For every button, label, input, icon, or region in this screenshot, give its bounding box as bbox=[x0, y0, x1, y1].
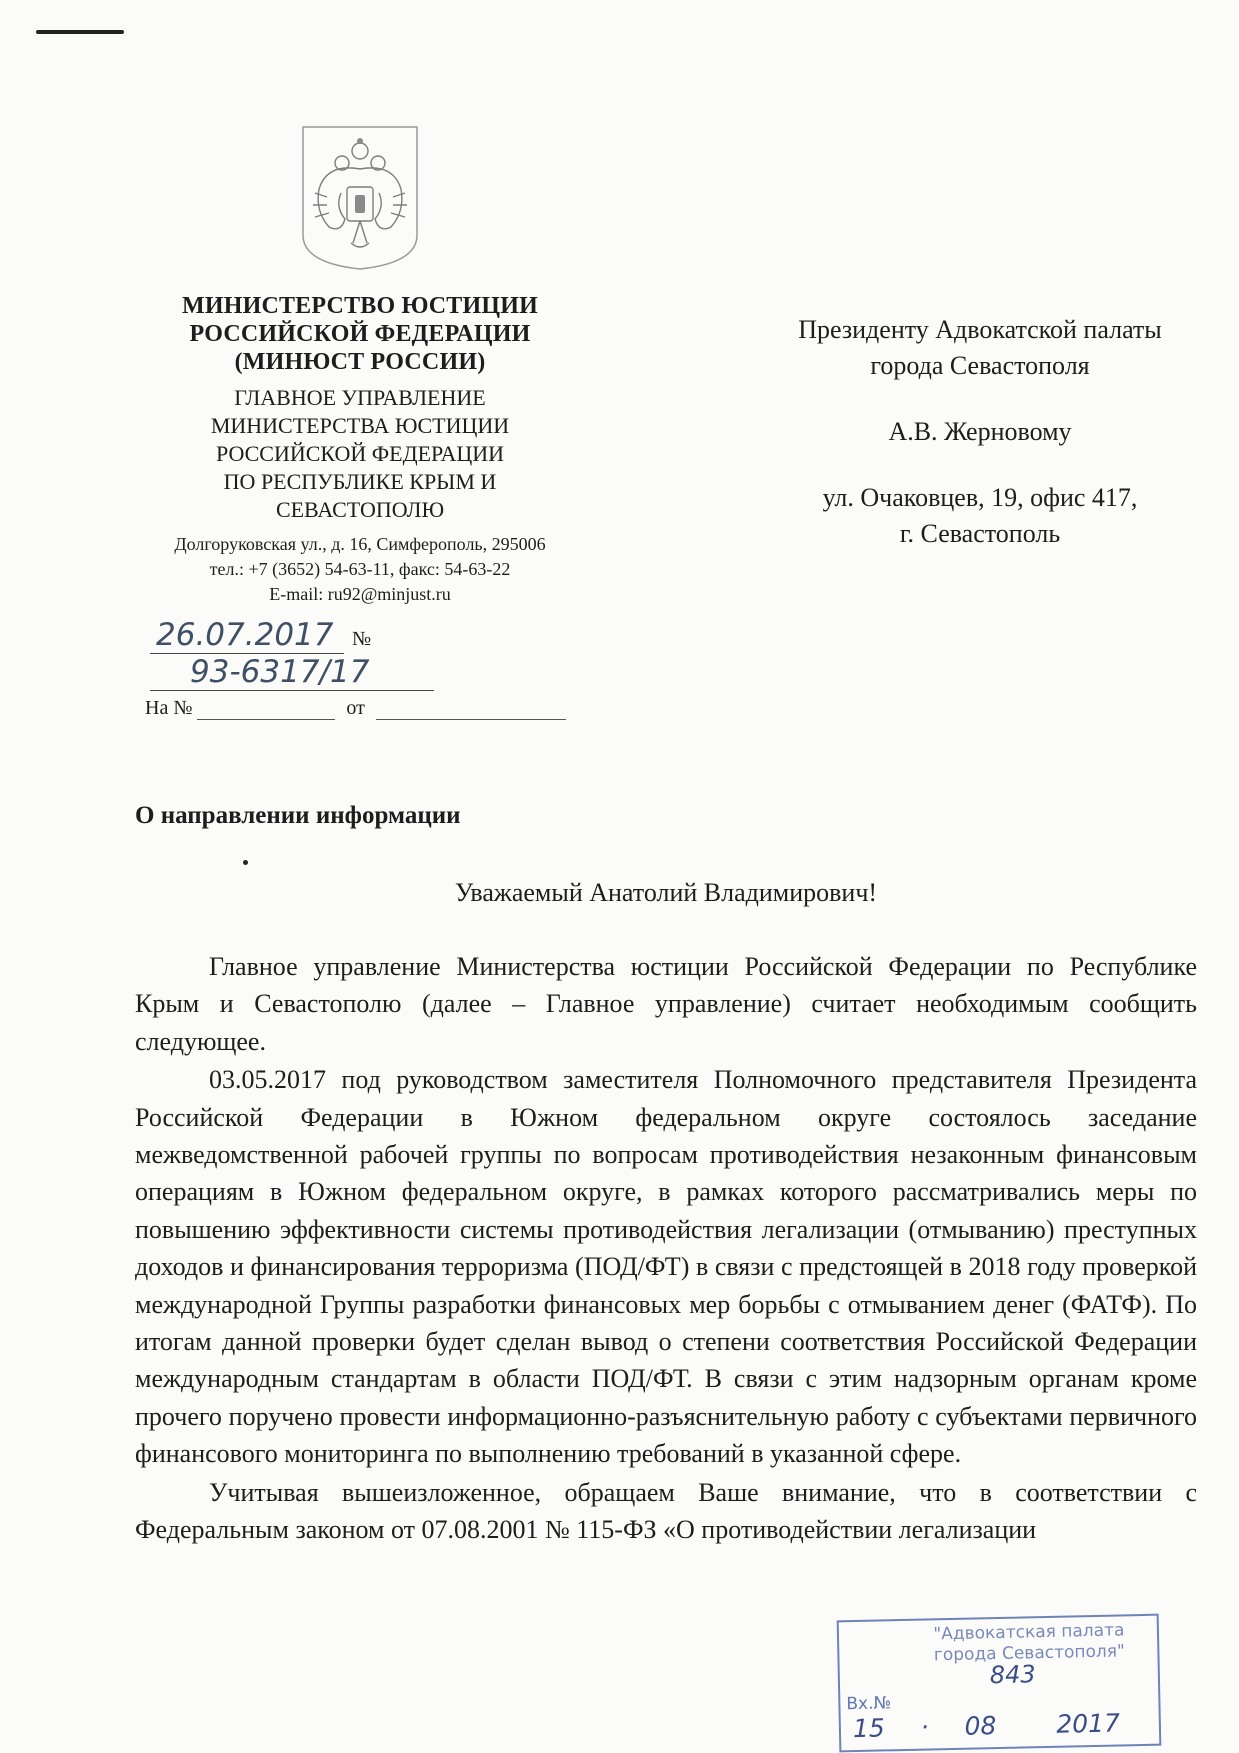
addressee-street: ул. Очаковцев, 19, офис 417, bbox=[822, 483, 1138, 512]
body-paragraph: Главное управление Министерства юстиции Российской Федерации по Республике Крым и Севастополю (далее – Главное управление) считает необходимым сообщить следующее. bbox=[135, 952, 1197, 1056]
reply-reference bbox=[145, 697, 566, 720]
outgoing-reference bbox=[150, 617, 650, 690]
ministry-name bbox=[115, 292, 605, 376]
outgoing-date: 26.07.2017 bbox=[150, 617, 344, 654]
department-line: МИНИСТЕРСТВА ЮСТИЦИИ bbox=[210, 413, 510, 438]
stray-dot bbox=[243, 860, 248, 865]
addressee-organization: города Севастополя bbox=[870, 351, 1090, 380]
stamp-in-label: Вх.№ bbox=[846, 1693, 892, 1715]
stamp-date: 15 · 08 2017 bbox=[852, 1708, 1121, 1744]
letter-subject: О направлении информации bbox=[135, 802, 461, 829]
department-line: СЕВАСТОПОЛЮ bbox=[275, 497, 445, 522]
department-line: РОССИЙСКОЙ ФЕДЕРАЦИИ bbox=[215, 441, 505, 466]
organization-block bbox=[115, 292, 605, 607]
postal-address: Долгоруковская ул., д. 16, Симферополь, 295006 bbox=[174, 534, 546, 554]
corner-mark bbox=[36, 30, 124, 34]
body-paragraph: 03.05.2017 под руководством заместителя Полномочного представителя Президента Российской Федерации в Южном федеральном округе состоялось заседание межведомственной рабочей группы по вопросам противодействия незаконным финансовым операциям в Южном федеральном округе, в рамках которого рассматривались меры по повышению эффективности системы противодействия легализации (отмыванию) преступных доходов и финансирования терроризма (ПОД/ФТ) в связи с предстоящей в 2018 году проверкой международной Группы разработки финансовых мер борьбы с отмыванием денег (ФАТФ). По итогам данной проверки будет сделан вывод о степени соответствия Российской Федерации международным стандартам в области ПОД/ФТ. В связи с этим надзорным органам кроме прочего поручено провести информационно-разъяснительную работу с субъектами первичного финансового мониторинга по выполнению требований в указанной сфере. bbox=[135, 1065, 1197, 1469]
number-label: № bbox=[352, 628, 372, 650]
stamp-year: 2017 bbox=[1056, 1708, 1121, 1739]
department-name bbox=[115, 384, 605, 524]
addressee-block bbox=[745, 312, 1215, 552]
ministry-line: МИНИСТЕРСТВО ЮСТИЦИИ bbox=[181, 293, 538, 319]
email: E-mail: ru92@minjust.ru bbox=[269, 584, 451, 604]
phone-fax: тел.: +7 (3652) 54-63-11, факс: 54-63-22 bbox=[209, 559, 511, 579]
stamp-month: 08 bbox=[964, 1711, 997, 1741]
ministry-line: РОССИЙСКОЙ ФЕДЕРАЦИИ bbox=[189, 321, 531, 347]
body-paragraph: Учитывая вышеизложенное, обращаем Ваше внимание, что в соответствии с Федеральным законом от 07.08.2001 № 115-ФЗ «О противодействии легализации bbox=[135, 1477, 1197, 1545]
addressee-name: А.В. Жерновому bbox=[888, 417, 1072, 446]
stamp-day: 15 bbox=[852, 1713, 886, 1744]
coat-of-arms-icon bbox=[297, 123, 423, 271]
addressee-city: г. Севастополь bbox=[899, 519, 1061, 548]
salutation: Уважаемый Анатолий Владимирович! bbox=[454, 878, 878, 907]
department-line: ПО РЕСПУБЛИКЕ КРЫМ И bbox=[223, 469, 497, 494]
stamp-in-number: 843 bbox=[989, 1660, 1036, 1690]
incoming-stamp bbox=[837, 1614, 1162, 1753]
reply-number-label: На № bbox=[145, 697, 193, 719]
department-line: ГЛАВНОЕ УПРАВЛЕНИЕ bbox=[234, 385, 486, 410]
reply-number-blank bbox=[197, 701, 335, 720]
reply-from-label: от bbox=[346, 697, 365, 719]
stamp-org-line: города Севастополя" bbox=[933, 1641, 1126, 1666]
contact-info bbox=[115, 532, 605, 607]
ministry-line: (МИНЮСТ РОССИИ) bbox=[234, 349, 486, 375]
letter-body bbox=[135, 948, 1197, 1549]
addressee-title: Президенту Адвокатской палаты bbox=[798, 315, 1162, 344]
outgoing-number: 93-6317/17 bbox=[150, 654, 434, 691]
reply-date-blank bbox=[376, 701, 566, 720]
stamp-org-line: "Адвокатская палата bbox=[933, 1620, 1125, 1645]
